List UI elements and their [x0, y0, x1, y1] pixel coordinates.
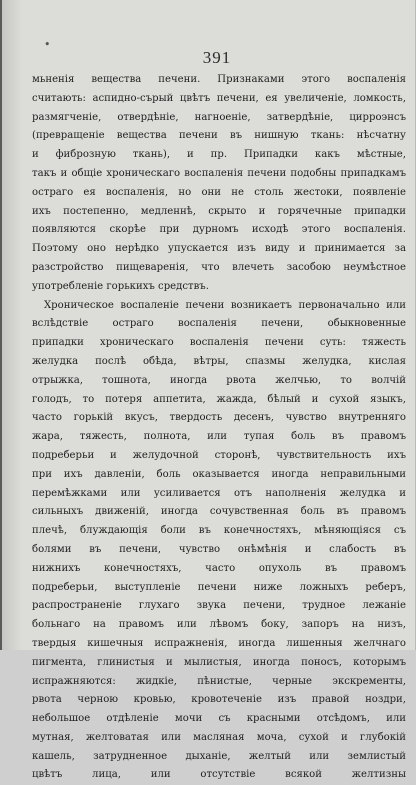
text-line: распространеніе глухаго звука печени, трудное лежаніе	[32, 600, 406, 612]
text-line: часто горькій вкусъ, твердость десенъ, чувство внутренняго	[32, 412, 406, 424]
text-line: употребленіе горькихъ средствъ.	[32, 280, 209, 292]
text-line: подреберьи и желудочной сторонѣ, чувствительность ихъ	[32, 449, 406, 461]
text-line: цвѣтъ лица, или отсутствіе всякой желтизны	[32, 769, 406, 781]
text-line: небольшое отдѣленіе мочи съ красными отсѣдомъ, или	[32, 713, 406, 725]
text-line: жара, тяжесть, полнота, или тупая боль въ правомъ	[32, 431, 406, 443]
text-line: болями въ печени, чувство онѣмѣнія и слабость въ	[32, 543, 406, 555]
text-line: нижнихъ конечностяхъ, часто опухоль въ правомъ	[32, 562, 406, 574]
text-line: Хроническое воспаленіе печени возникаетъ первоначально или	[44, 299, 406, 311]
text-line: мьненія вещества печени. Признаками этого воспаленія	[32, 74, 406, 85]
text-line: считають: аспидно-сърый цвѣтъ печени, ея увеличеніе, ломкость,	[32, 92, 406, 104]
page-number: 391	[202, 48, 232, 67]
text-line: Поэтому оно нерѣдко упускается изъ виду и принимается за	[32, 243, 406, 255]
text-line: испражняются: жидкіе, пѣнистые, черные экскременты,	[32, 675, 406, 687]
text-line: остраго ея воспаленія, но они не столь жестоки, появленіе	[32, 186, 406, 198]
text-line: ихъ постепенно, медленнѣ, скрыто и горячечные припадки	[32, 205, 406, 217]
text-line: размягченіе, отвердѣніе, нагноеніе, затвердѣніе, цирроэнсъ	[32, 111, 406, 123]
page-mark: •	[44, 38, 51, 51]
text-line: желудка послѣ обѣда, вѣтры, спазмы желудка, кислая	[32, 355, 406, 367]
text-line: припадки хроническаго воспаленія печени суть: тяжесть	[32, 337, 406, 349]
text-line: и фиброзную ткань), и пр. Припадки какъ мѣстные,	[32, 149, 406, 161]
text-line: плечѣ, блуждающія боли въ конечностяхъ, мѣняющіяся съ	[32, 525, 406, 537]
text-line: рвота черною кровью, кровотеченіе изъ правой ноздри,	[32, 694, 406, 706]
text-line: (превращеніе вещества печени въ нишную ткань: нѣсчатну	[32, 130, 406, 142]
text-line: вслѣдствіе остраго воспаленія печени, обыкновенные	[32, 318, 406, 330]
text-line: мутная, желтоватая или масляная моча, сухой и глубокій	[32, 731, 406, 743]
text-line: подреберьи, выступленіе печени ниже ложныхъ реберъ,	[32, 581, 406, 593]
text-line: такъ и общіе хроническаго воспаленія печени подобны припадкамъ	[32, 167, 406, 179]
text-line: голодъ, то потеря аппетита, жажда, бѣлый и сухой языкъ,	[32, 393, 406, 405]
text-line: отрыжка, тошнота, иногда рвота желчью, то волчій	[32, 374, 406, 386]
text-line: разстройство пищеваренія, что влечеть засобою неумѣстное	[32, 261, 406, 273]
text-line: перемѣжками или усиливается отъ наполненія желудка и	[32, 487, 406, 499]
text-line: кашель, затрудненное дыханіе, желтый или землистый	[32, 750, 406, 762]
text-line: сильныхъ движеній, иногда сочувственная боль въ правомъ	[32, 506, 406, 518]
body-text	[32, 71, 406, 785]
text-line: при ихъ давленіи, боль оказывается иногда неправильными	[32, 468, 406, 480]
text-line: появляются скорѣе при дурномъ исходѣ этого воспаленія.	[32, 224, 406, 236]
text-line: больнаго на правомъ или лѣвомъ боку, запоръ на низъ,	[32, 619, 406, 631]
text-line: пигмента, глинистыя и мылистыя, иногда поносъ, которымъ	[32, 656, 406, 668]
text-line: твердыя кишечныя испражненія, иногда лишенныя желчнаго	[32, 637, 406, 649]
